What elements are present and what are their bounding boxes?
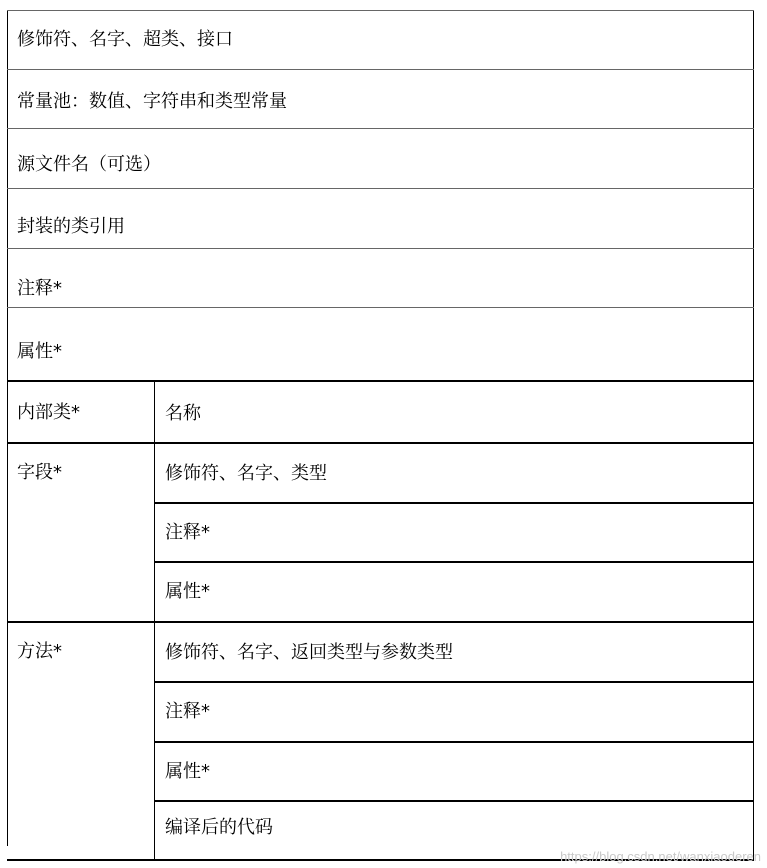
field-annotations: 注释* <box>165 522 210 543</box>
methods-label: 方法* <box>17 641 62 662</box>
row-divider <box>7 621 754 623</box>
row-divider <box>154 681 754 683</box>
watermark: https://blog.csdn.net/wanxiaoderen <box>560 849 761 864</box>
field-modifiers-name-type: 修饰符、名字、类型 <box>165 463 327 484</box>
row-source-file-name: 源文件名（可选） <box>17 154 161 175</box>
row-divider <box>7 128 754 129</box>
row-divider <box>7 10 754 11</box>
row-divider <box>154 502 754 504</box>
right-border <box>753 10 754 860</box>
row-modifiers-name-superclass-interfaces: 修饰符、名字、超类、接口 <box>17 29 233 50</box>
row-divider <box>7 69 754 70</box>
row-divider <box>7 380 754 382</box>
fields-label: 字段* <box>17 462 62 483</box>
row-divider <box>154 561 754 563</box>
row-divider <box>7 442 754 444</box>
row-enclosing-class-ref: 封装的类引用 <box>17 216 125 237</box>
row-constant-pool: 常量池：数值、字符串和类型常量 <box>17 91 287 112</box>
method-compiled-code: 编译后的代码 <box>165 817 273 838</box>
row-divider <box>154 741 754 743</box>
row-divider <box>154 800 754 802</box>
row-divider <box>7 248 754 249</box>
row-divider <box>7 307 754 308</box>
method-signature: 修饰符、名字、返回类型与参数类型 <box>165 642 453 663</box>
method-attributes: 属性* <box>165 761 210 782</box>
field-attributes: 属性* <box>165 581 210 602</box>
row-divider <box>7 188 754 189</box>
method-annotations: 注释* <box>165 701 210 722</box>
row-attributes: 属性* <box>17 341 62 362</box>
row-annotations: 注释* <box>17 278 62 299</box>
inner-class-label: 内部类* <box>17 402 80 423</box>
left-border <box>7 10 8 846</box>
inner-class-name: 名称 <box>165 403 201 424</box>
